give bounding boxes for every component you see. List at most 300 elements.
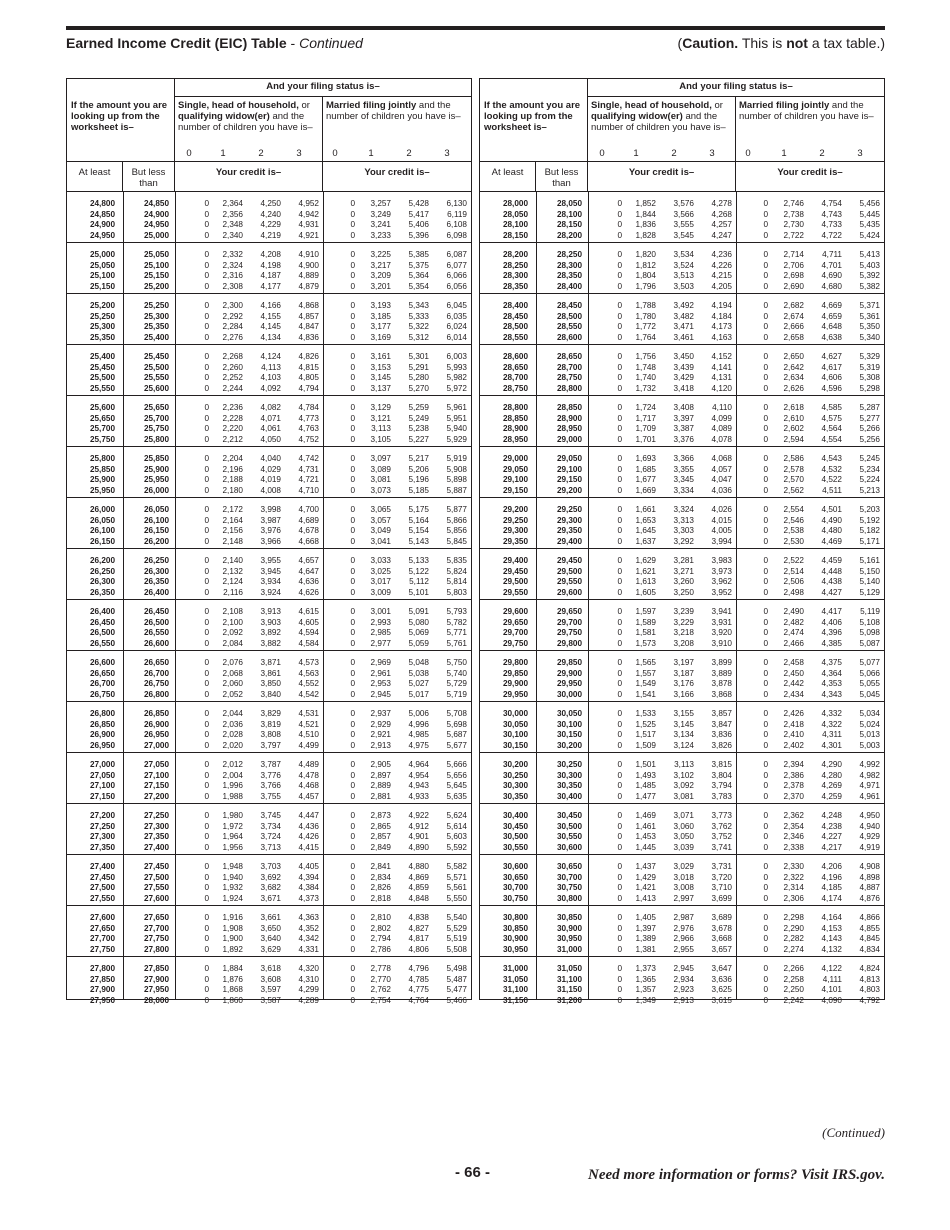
- table-row: [67, 210, 471, 221]
- married-1-child: 2,410: [783, 730, 804, 739]
- single-1-child: 1,477: [635, 791, 656, 801]
- married-1-child: 2,330: [783, 862, 804, 871]
- married-0-children: 0: [763, 556, 768, 565]
- single-1-child: 2,244: [222, 383, 243, 393]
- at-least-value: 28,350: [502, 281, 528, 291]
- but-less-than-value: 25,150: [143, 271, 169, 280]
- married-3-children: 5,929: [446, 434, 467, 444]
- at-least-value: 30,400: [502, 811, 528, 820]
- but-less-than-value: 29,100: [556, 464, 582, 474]
- married-0-children: 0: [350, 974, 355, 984]
- married-1-child: 3,137: [370, 383, 391, 393]
- single-2-children: 2,966: [673, 934, 694, 943]
- married-2-children: 4,775: [408, 985, 429, 994]
- married-0-children: 0: [763, 964, 768, 973]
- married-3-children: 5,266: [859, 424, 880, 433]
- married-2-children: 5,322: [408, 322, 429, 331]
- married-3-children: 5,540: [446, 913, 467, 922]
- but-less-than-value: 27,500: [143, 872, 169, 882]
- single-1-child: 1,485: [635, 781, 656, 790]
- single-1-child: 1,493: [635, 770, 656, 780]
- table-row: [480, 537, 884, 548]
- single-1-child: 1,413: [635, 893, 656, 903]
- at-least-value: 25,150: [89, 281, 115, 291]
- single-2-children: 4,145: [260, 322, 281, 331]
- single-3-children: 3,794: [711, 781, 732, 790]
- single-0-children: 0: [617, 526, 622, 535]
- table-row: [67, 352, 471, 363]
- married-0-children: 0: [350, 658, 355, 667]
- married-2-children: 5,364: [408, 271, 429, 280]
- married-1-child: 2,857: [370, 832, 391, 841]
- single-3-children: 3,668: [711, 934, 732, 943]
- married-3-children: 4,992: [859, 760, 880, 769]
- single-1-child: 2,220: [222, 424, 243, 433]
- but-less-than-value: 28,050: [556, 199, 582, 208]
- single-2-children: 4,177: [260, 281, 281, 291]
- but-less-than-heading: But less than: [536, 162, 588, 192]
- table-row: [67, 607, 471, 618]
- married-2-children: 4,827: [408, 923, 429, 933]
- married-0-children: 0: [763, 464, 768, 474]
- single-2-children: 4,166: [260, 301, 281, 310]
- married-1-child: 2,985: [370, 628, 391, 637]
- single-2-children: 3,829: [260, 709, 281, 718]
- single-3-children: 4,847: [298, 322, 319, 331]
- single-1-child: 1,661: [635, 505, 656, 514]
- single-1-child: 2,132: [222, 566, 243, 576]
- single-3-children: 4,921: [298, 230, 319, 240]
- married-1-child: 3,081: [370, 475, 391, 484]
- single-0-children: 0: [204, 556, 209, 565]
- table-row: [480, 363, 884, 374]
- married-0-children: 0: [350, 985, 355, 994]
- top-rule: [66, 26, 885, 30]
- single-0-children: 0: [617, 332, 622, 342]
- table-row: [67, 556, 471, 567]
- but-less-than-value: 29,850: [556, 658, 582, 667]
- single-3-children: 4,489: [298, 760, 319, 769]
- married-2-children: 4,554: [821, 434, 842, 444]
- table-body: [480, 192, 884, 1008]
- single-1-child: 2,188: [222, 475, 243, 484]
- table-row: [480, 271, 884, 282]
- at-least-value: 30,250: [502, 770, 528, 780]
- single-0-children: 0: [617, 322, 622, 331]
- married-3-children: 5,645: [446, 781, 467, 790]
- but-less-than-value: 25,400: [143, 332, 169, 342]
- married-1-child: 2,626: [783, 383, 804, 393]
- single-0-children: 0: [204, 260, 209, 270]
- married-2-children: 5,143: [408, 536, 429, 546]
- single-1-child: 2,268: [222, 352, 243, 361]
- single-2-children: 3,134: [673, 730, 694, 739]
- married-1-child: 3,041: [370, 536, 391, 546]
- married-0-children: 0: [350, 434, 355, 444]
- married-1-child: 2,682: [783, 301, 804, 310]
- married-2-children: 5,280: [408, 373, 429, 382]
- table-row: [480, 435, 884, 446]
- at-least-value: 27,350: [89, 842, 115, 852]
- married-credit-heading: Your credit is–: [364, 167, 430, 178]
- married-2-children: 4,438: [821, 577, 842, 586]
- at-least-value: 26,800: [89, 709, 115, 718]
- single-3-children: 4,268: [711, 209, 732, 219]
- married-2-children: 4,564: [821, 424, 842, 433]
- married-0-children: 0: [350, 199, 355, 208]
- single-3-children: 3,868: [711, 689, 732, 699]
- single-3-children: 4,405: [298, 862, 319, 871]
- at-least-value: 30,600: [502, 862, 528, 871]
- married-3-children: 5,666: [446, 760, 467, 769]
- married-2-children: 4,174: [821, 893, 842, 903]
- table-row-group: [67, 396, 471, 447]
- more-info-link[interactable]: Need more information or forms? Visit IRS.gov.: [588, 1167, 885, 1183]
- single-1-child: 2,292: [222, 311, 243, 321]
- at-least-value: 30,850: [502, 923, 528, 933]
- married-0-children: 0: [763, 230, 768, 240]
- single-2-children: 3,187: [673, 668, 694, 678]
- single-0-children: 0: [204, 383, 209, 393]
- table-row: [67, 526, 471, 537]
- single-2-children: 4,240: [260, 209, 281, 219]
- at-least-value: 30,800: [502, 913, 528, 922]
- single-3-children: 4,879: [298, 281, 319, 291]
- single-0-children: 0: [617, 362, 622, 372]
- table-row: [67, 537, 471, 548]
- single-1-child: 1,764: [635, 332, 656, 342]
- single-3-children: 4,836: [298, 332, 319, 342]
- single-0-children: 0: [617, 719, 622, 729]
- married-1-child: 3,201: [370, 281, 391, 291]
- table-row: [67, 261, 471, 272]
- table-row: [67, 822, 471, 833]
- single-1-child: 1,621: [635, 566, 656, 576]
- single-3-children: 4,384: [298, 883, 319, 892]
- table-row: [67, 486, 471, 497]
- children-count-label: 1: [781, 148, 787, 159]
- but-less-than-value: 30,450: [556, 811, 582, 820]
- table-row-group: [480, 294, 884, 345]
- single-0-children: 0: [617, 403, 622, 412]
- married-2-children: 5,069: [408, 628, 429, 637]
- but-less-than-value: 27,100: [143, 770, 169, 780]
- single-2-children: 3,008: [673, 883, 694, 892]
- single-2-children: 3,597: [260, 985, 281, 994]
- married-1-child: 3,113: [371, 424, 391, 433]
- at-least-value: 27,250: [89, 821, 115, 831]
- married-3-children: 5,877: [446, 505, 467, 514]
- married-1-child: 3,057: [370, 515, 391, 525]
- married-2-children: 4,448: [821, 566, 842, 576]
- lookup-heading: If the amount you are looking up from the worksheet is–: [67, 79, 175, 161]
- married-0-children: 0: [763, 872, 768, 882]
- single-2-children: 4,019: [260, 475, 281, 484]
- children-count-label: 3: [857, 148, 863, 159]
- married-1-child: 2,314: [783, 883, 804, 892]
- single-0-children: 0: [617, 464, 622, 474]
- married-3-children: 5,519: [446, 934, 467, 943]
- single-0-children: 0: [204, 271, 209, 280]
- single-3-children: 4,942: [298, 209, 319, 219]
- married-2-children: 4,627: [821, 352, 842, 361]
- married-0-children: 0: [350, 964, 355, 973]
- table-row: [480, 333, 884, 344]
- married-3-children: 5,729: [446, 679, 467, 688]
- married-2-children: 5,048: [408, 658, 429, 667]
- married-2-children: 4,185: [821, 883, 842, 892]
- at-least-value: 25,050: [89, 260, 115, 270]
- single-1-child: 1,389: [635, 934, 656, 943]
- single-1-child: 1,565: [635, 658, 656, 667]
- married-0-children: 0: [350, 587, 355, 597]
- single-0-children: 0: [204, 281, 209, 291]
- but-less-than-value: 30,150: [556, 730, 582, 739]
- single-0-children: 0: [204, 638, 209, 648]
- but-less-than-value: 29,000: [556, 434, 582, 444]
- single-0-children: 0: [617, 638, 622, 648]
- married-3-children: 5,034: [859, 709, 880, 718]
- single-0-children: 0: [204, 913, 209, 922]
- but-less-than-value: 27,200: [143, 791, 169, 801]
- married-0-children: 0: [350, 740, 355, 750]
- single-3-children: 3,889: [711, 668, 732, 678]
- married-2-children: 4,143: [821, 934, 842, 943]
- single-2-children: 3,102: [673, 770, 694, 780]
- at-least-value: 25,000: [89, 250, 115, 259]
- at-least-value: 26,150: [89, 536, 115, 546]
- children-count-label: 0: [186, 148, 192, 159]
- single-0-children: 0: [204, 332, 209, 342]
- single-1-child: 2,172: [222, 505, 243, 514]
- table-row-group: [67, 345, 471, 396]
- single-1-child: 1,796: [635, 281, 656, 291]
- single-2-children: 3,713: [260, 842, 281, 852]
- single-1-child: 1,453: [635, 832, 656, 841]
- married-3-children: 5,456: [859, 199, 880, 208]
- single-3-children: 4,731: [298, 464, 319, 474]
- but-less-than-value: 26,650: [143, 658, 169, 667]
- married-2-children: 5,185: [408, 485, 429, 495]
- married-2-children: 4,248: [821, 811, 842, 820]
- table-row: [480, 975, 884, 986]
- married-3-children: 5,782: [446, 617, 467, 627]
- single-3-children: 4,215: [711, 271, 732, 280]
- but-less-than-value: 30,300: [556, 770, 582, 780]
- married-3-children: 5,961: [446, 403, 467, 412]
- single-3-children: 4,889: [298, 271, 319, 280]
- married-3-children: 5,403: [859, 260, 880, 270]
- but-less-than-value: 26,200: [143, 536, 169, 546]
- children-count-label: 2: [258, 148, 264, 159]
- but-less-than-value: 29,600: [556, 587, 582, 597]
- at-least-value: 25,200: [89, 301, 115, 310]
- single-1-child: 1,860: [222, 995, 243, 1005]
- single-1-child: 2,364: [222, 199, 243, 208]
- single-0-children: 0: [617, 821, 622, 831]
- married-2-children: 4,280: [821, 770, 842, 780]
- married-2-children: 5,259: [408, 403, 429, 412]
- married-2-children: 5,428: [408, 199, 429, 208]
- married-2-children: 4,353: [821, 679, 842, 688]
- married-0-children: 0: [763, 944, 768, 954]
- but-less-than-value: 29,300: [556, 515, 582, 525]
- single-2-children: 3,071: [673, 811, 694, 820]
- at-least-value: 28,500: [502, 322, 528, 331]
- married-1-child: 3,161: [370, 352, 391, 361]
- single-3-children: 3,731: [711, 862, 732, 871]
- married-0-children: 0: [763, 260, 768, 270]
- married-2-children: 4,701: [821, 260, 842, 270]
- single-3-children: 4,036: [711, 485, 732, 495]
- single-0-children: 0: [204, 709, 209, 718]
- table-row: [480, 403, 884, 414]
- at-least-value: 28,650: [502, 362, 528, 372]
- single-0-children: 0: [204, 974, 209, 984]
- single-0-children: 0: [204, 617, 209, 627]
- married-2-children: 4,711: [822, 250, 842, 259]
- single-1-child: 2,236: [222, 403, 243, 412]
- married-3-children: 4,898: [859, 872, 880, 882]
- but-less-than-value: 30,950: [556, 934, 582, 943]
- married-2-children: 4,922: [408, 811, 429, 820]
- table-row: [480, 220, 884, 231]
- married-1-child: 3,145: [370, 373, 391, 382]
- but-less-than-value: 26,400: [143, 587, 169, 597]
- single-2-children: 3,418: [673, 383, 694, 393]
- at-least-value: 30,200: [502, 760, 528, 769]
- but-less-than-value: 28,500: [556, 311, 582, 321]
- single-1-child: 1,772: [635, 322, 656, 331]
- married-0-children: 0: [350, 862, 355, 871]
- married-0-children: 0: [763, 628, 768, 637]
- single-2-children: 3,303: [673, 526, 694, 535]
- table-row: [67, 618, 471, 629]
- table-row-group: [480, 447, 884, 498]
- married-3-children: 5,835: [446, 556, 467, 565]
- single-2-children: 2,997: [673, 893, 694, 903]
- table-row-group: [480, 702, 884, 753]
- married-2-children: 5,164: [408, 515, 429, 525]
- at-least-value: 30,550: [502, 842, 528, 852]
- at-least-value: 29,450: [502, 566, 528, 576]
- married-1-child: 2,434: [783, 689, 804, 699]
- single-2-children: 3,587: [260, 995, 281, 1005]
- children-count-label: 1: [220, 148, 226, 159]
- married-0-children: 0: [763, 821, 768, 831]
- single-1-child: 1,685: [635, 464, 656, 474]
- single-2-children: 3,682: [260, 883, 281, 892]
- married-3-children: 5,108: [859, 617, 880, 627]
- single-2-children: 4,082: [260, 403, 281, 412]
- single-0-children: 0: [617, 536, 622, 546]
- single-1-child: 1,605: [635, 587, 656, 597]
- table-row: [67, 384, 471, 395]
- single-0-children: 0: [204, 730, 209, 739]
- single-3-children: 4,247: [711, 230, 732, 240]
- single-1-child: 1,740: [635, 373, 656, 382]
- married-1-child: 2,794: [370, 934, 391, 943]
- single-0-children: 0: [204, 515, 209, 525]
- married-0-children: 0: [350, 617, 355, 627]
- married-1-child: 2,754: [370, 995, 391, 1005]
- married-1-child: 2,458: [783, 658, 804, 667]
- single-0-children: 0: [617, 883, 622, 892]
- but-less-than-value: 27,250: [143, 811, 169, 820]
- single-bold: Single, head of household,: [591, 100, 712, 111]
- children-count-label: 2: [406, 148, 412, 159]
- but-less-than-value: 27,600: [143, 893, 169, 903]
- married-2-children: 4,196: [821, 872, 842, 882]
- table-row: [480, 322, 884, 333]
- married-0-children: 0: [350, 781, 355, 790]
- table-row: [67, 658, 471, 669]
- married-1-child: 3,241: [370, 220, 391, 229]
- at-least-value: 29,550: [502, 587, 528, 597]
- single-2-children: 3,840: [260, 689, 281, 699]
- single-0-children: 0: [617, 301, 622, 310]
- married-3-children: 5,624: [446, 811, 467, 820]
- at-least-value: 31,150: [502, 995, 528, 1005]
- married-2-children: 4,975: [408, 740, 429, 750]
- single-3-children: 4,857: [298, 311, 319, 321]
- single-credit-heading: Your credit is–: [175, 162, 323, 192]
- married-1-child: 2,921: [370, 730, 391, 739]
- married-1-child: 2,722: [783, 230, 804, 240]
- page-number: - 66 -: [455, 1164, 491, 1181]
- single-0-children: 0: [617, 709, 622, 718]
- but-less-than-value: 25,300: [143, 311, 169, 321]
- married-3-children: 5,055: [859, 679, 880, 688]
- single-1-child: 2,148: [222, 536, 243, 546]
- single-0-children: 0: [617, 209, 622, 219]
- married-3-children: 5,529: [446, 923, 467, 933]
- married-3-children: 6,066: [446, 271, 467, 280]
- married-3-children: 5,771: [446, 628, 467, 637]
- single-2-children: 3,450: [673, 352, 694, 361]
- married-0-children: 0: [350, 311, 355, 321]
- married-1-child: 2,602: [783, 424, 804, 433]
- married-3-children: 5,371: [859, 301, 880, 310]
- but-less-than-value: 29,750: [556, 628, 582, 637]
- single-3-children: 3,762: [711, 821, 732, 831]
- married-1-child: 2,786: [370, 944, 391, 954]
- at-least-value: 28,050: [502, 209, 528, 219]
- page-title: [66, 35, 363, 51]
- single-2-children: 3,545: [673, 230, 694, 240]
- but-less-than-value: 25,600: [143, 383, 169, 393]
- married-1-child: 2,953: [370, 679, 391, 688]
- married-0-children: 0: [763, 199, 768, 208]
- married-1-child: 2,770: [370, 974, 391, 984]
- married-3-children: 5,951: [446, 413, 467, 423]
- married-3-children: 5,350: [859, 322, 880, 331]
- single-2-children: 3,903: [260, 617, 281, 627]
- at-least-value: 25,450: [89, 362, 115, 372]
- single-3-children: 4,689: [298, 515, 319, 525]
- married-1-child: 3,193: [370, 301, 391, 310]
- married-3-children: 5,413: [859, 250, 880, 259]
- married-1-child: 2,889: [370, 781, 391, 790]
- single-1-child: 1,365: [635, 974, 656, 984]
- single-0-children: 0: [204, 934, 209, 943]
- at-least-value: 27,050: [89, 770, 115, 780]
- single-3-children: 4,721: [298, 475, 319, 484]
- single-0-children: 0: [204, 985, 209, 994]
- married-0-children: 0: [350, 373, 355, 382]
- table-row: [480, 526, 884, 537]
- table-row-group: [480, 243, 884, 294]
